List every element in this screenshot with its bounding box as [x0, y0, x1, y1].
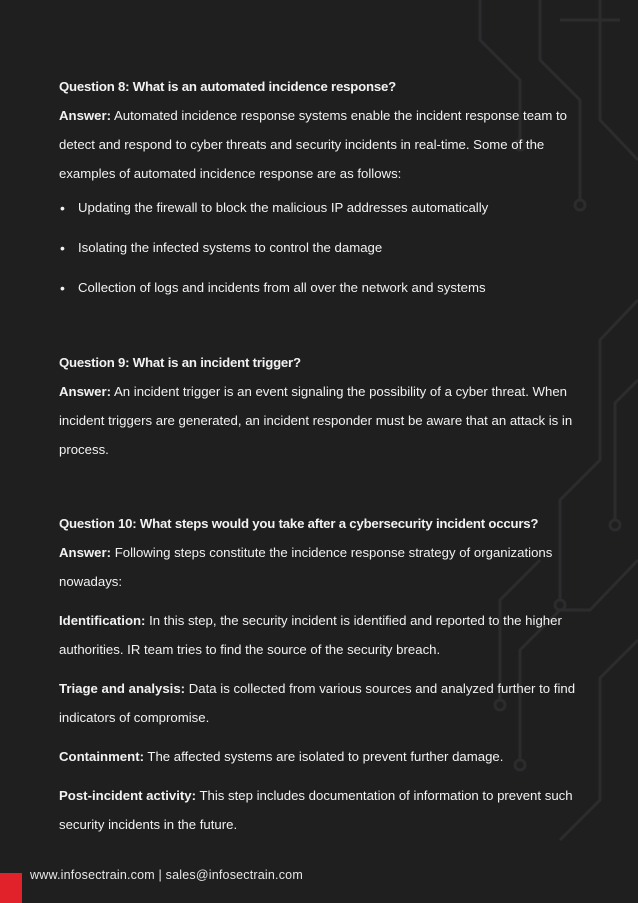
- content: [59, 72, 599, 839]
- list-item: • Collection of logs and incidents from all over the network and systems: [59, 278, 599, 298]
- step-containment: [59, 742, 599, 771]
- step-triage: [59, 674, 599, 732]
- footer-contact[interactable]: www.infosectrain.com | sales@infosectrain.com: [30, 868, 303, 882]
- answer-label: Answer:: [59, 545, 112, 560]
- question-8-heading: Question 8: What is an automated incidence response?: [59, 79, 396, 94]
- question-9-heading: Question 9: What is an incident trigger?: [59, 355, 301, 370]
- step-label: Triage and analysis:: [59, 681, 186, 696]
- question-10-heading: Question 10: What steps would you take after a cybersecurity incident occurs?: [59, 516, 539, 531]
- question-9-answer: [59, 377, 599, 464]
- answer-label: Answer:: [59, 384, 112, 399]
- step-text: This step includes documentation of information to prevent such security incidents in the future.: [59, 788, 573, 832]
- list-item: • Updating the firewall to block the malicious IP addresses automatically: [59, 198, 599, 218]
- question-10-answer: [59, 538, 599, 596]
- step-text: Data is collected from various sources and analyzed further to find indicators of compromise.: [59, 681, 576, 725]
- step-label: Post-incident activity:: [59, 788, 197, 803]
- answer-text: Automated incidence response systems enable the incident response team to detect and respond to cyber threats and security incidents in real-time. Some of the examples of automated incidence response are as follows:: [59, 108, 568, 181]
- bullet-list: [59, 198, 599, 298]
- step-text: The affected systems are isolated to prevent further damage.: [143, 749, 504, 764]
- step-text: In this step, the security incident is identified and reported to the higher authorities. IR team tries to find the source of the security breach.: [59, 613, 562, 657]
- step-label: Identification:: [59, 613, 146, 628]
- step-identification: [59, 606, 599, 664]
- accent-bar: [0, 873, 22, 903]
- answer-text: An incident trigger is an event signaling the possibility of a cyber threat. When incident triggers are generated, an incident responder must be aware that an attack is in process.: [59, 384, 573, 457]
- answer-text: Following steps constitute the incidence response strategy of organizations nowadays:: [59, 545, 553, 589]
- list-item: • Isolating the infected systems to control the damage: [59, 238, 599, 258]
- question-8-answer: [59, 101, 599, 188]
- answer-label: Answer:: [59, 108, 112, 123]
- step-post-incident: [59, 781, 599, 839]
- step-label: Containment:: [59, 749, 144, 764]
